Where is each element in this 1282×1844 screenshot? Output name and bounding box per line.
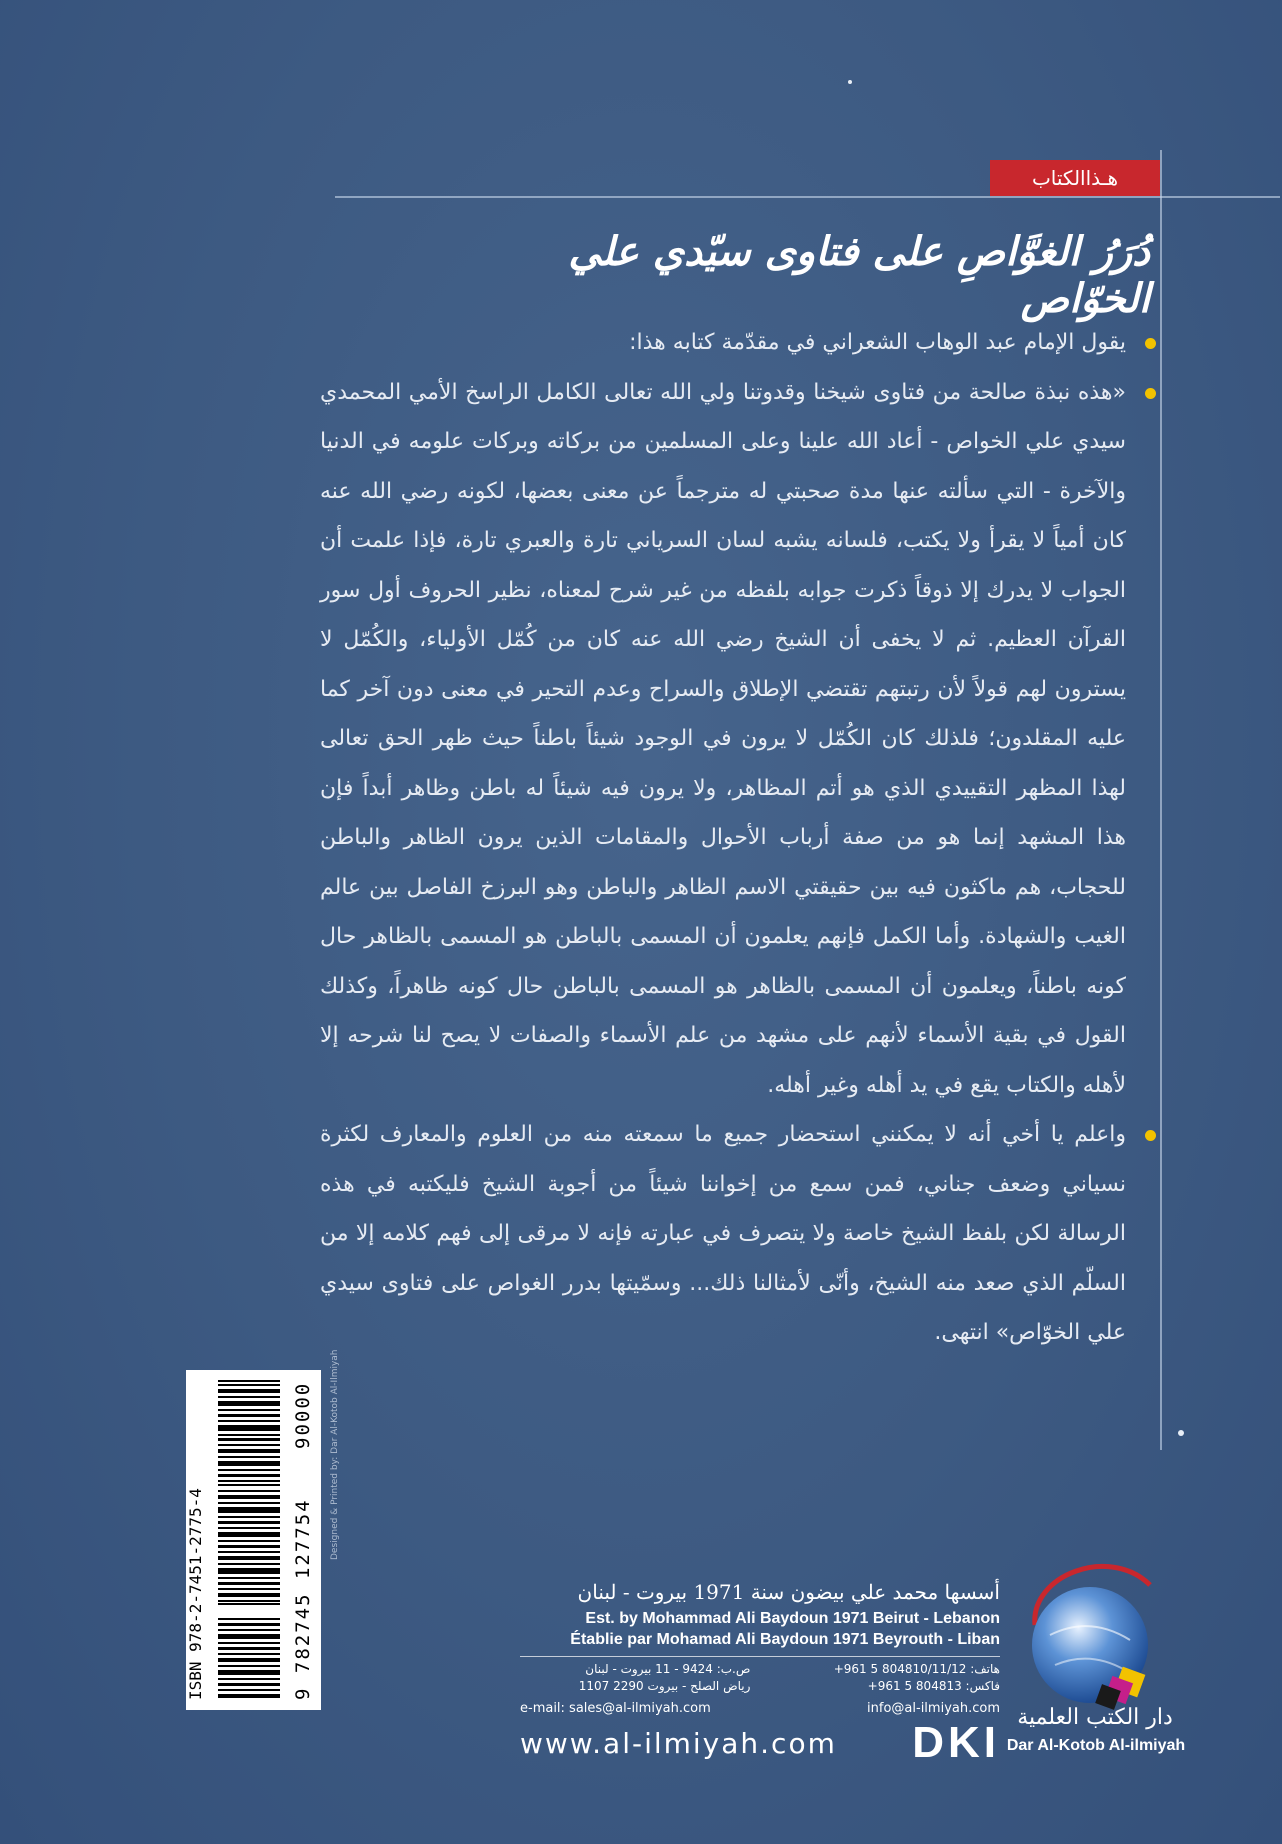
publisher-info <box>520 1580 1000 1768</box>
email-row <box>520 1701 1000 1716</box>
contact-grid <box>520 1661 1000 1695</box>
paragraph-text: واعلم يا أخي أنه لا يمكنني استحضار جميع ما سمعته منه من العلوم والمعارف لكثرة نسياني وضعف جناني، فمن سمع من إخواننا شيئاً من أجوبة الشيخ فليكتبه في هذه الرسالة لكن بلفظ الشيخ خاصة ولا يتصرف في عبارته فإنه لا مرقى إلى فهم كلامه إلا من السلّم الذي صعد منه الشيخ، وأنّى لأمثالنا ذلك... وسمّيتها بدرر الغواص على فتاوى سيدي علي الخوّاص» انتهى. <box>320 1122 1126 1345</box>
frame-end-dot <box>1178 1430 1184 1436</box>
phone-number: هاتف: 804810/11/12 5 961+ <box>833 1662 1000 1676</box>
ean-digits: 9 782745 127754 <box>292 1498 314 1700</box>
designer-credit: Designed & Printed by: Dar Al-Kotob Al-Ilmiyah <box>330 1349 340 1560</box>
bullet-icon <box>1145 1130 1156 1141</box>
website-link: www.al-ilmiyah.com <box>520 1726 837 1760</box>
paragraph <box>320 368 1160 1111</box>
founded-english: Est. by Mohammad Ali Baydoun 1971 Beirut - Lebanon <box>585 1610 1000 1627</box>
publisher-name-arabic: دار الكتب العلمية <box>1017 1705 1173 1730</box>
po-box: ص.ب: 9424 - 11 بيروت - لبنان <box>585 1662 751 1676</box>
address-column <box>520 1661 750 1695</box>
divider <box>520 1656 1000 1657</box>
publisher-name-english: Dar Al-Kotob Al-ilmiyah <box>1006 1737 1186 1754</box>
decorative-dot <box>848 80 852 84</box>
paragraph <box>320 318 1160 368</box>
website-row <box>520 1718 1000 1768</box>
frame-line-vertical <box>1160 150 1162 1450</box>
this-book-label: هـذاالكتاب <box>990 160 1160 196</box>
barcode-bars <box>218 1380 280 1605</box>
paragraph-text: «هذه نبذة صالحة من فتاوى شيخنا وقدوتنا ولي الله تعالى الكامل الراسخ الأمي المحمدي سيدي علي الخواص - أعاد الله علينا وعلى المسلمين من بركاته وبركات علومه في الدنيا والآخرة - التي سألته عنها مدة صحبتي له مترجماً عن معنى بعضها، لكونه رضي الله عنه كان أمياً لا يقرأ ولا يكتب، فلسانه يشبه لسان السرياني تارة والعبري تارة، فإذا علمت أن الجواب لا يدرك إلا ذوقاً ذكرت جوابه بلفظه من غير شرح لمعناه، نظير الحروف أول سور القرآن العظيم. ثم لا يخفى أن الشيخ رضي الله عنه كان من كُمّل الأولياء، والكُمّل لا يسترون لهم قولاً لأن رتبتهم تقتضي الإطلاق والسراح وعدم التحير في معنى دون آخر كما عليه المقلدون؛ فلذلك كان الكُمّل لا يرون في الوجود شيئاً باطناً حيث ظهر الحق تعالى لهذا المظهر التقييدي الذي هو أتم المظاهر، ولا يرون فيه شيئاً له باطن وظاهر أبداً فإن هذا المشهد إنما هو من صفة أرباب الأحوال والمقامات الذين يرون الظاهر والباطن للحجاب، هم ماكثون فيه بين حقيقتي الاسم الظاهر والباطن وهو البرزخ الفاصل بين عالم الغيب والشهادة. وأما الكمل فإنهم يعلمون أن المسمى بالباطن هو المسمى بالظاهر حال كونه باطناً، ويعلمون أن المسمى بالظاهر هو المسمى بالباطن حال كونه ظاهراً، وكذلك القول في بقية الأسماء لأنهم على مشهد من علم الأسماء والصفات لا يصح لنا شرحه إلا لأهله والكتاب يقع في يد أهله وغير أهله. <box>320 379 1126 1098</box>
founded-arabic: أسسها محمد علي بيضون سنة 1971 بيروت - لبنان <box>577 1580 1000 1604</box>
isbn-number: ISBN 978-2-7451-2775-4 <box>186 1488 205 1700</box>
addon-digits: 90000 <box>292 1381 314 1449</box>
founded-french: Établie par Mohamad Ali Baydoun 1971 Beyrouth - Liban <box>570 1631 1000 1648</box>
riad-address: رياض الصلح - بيروت 2290 1107 <box>578 1679 751 1693</box>
addon-barcode-bars <box>218 1618 280 1700</box>
bullet-icon <box>1145 388 1156 399</box>
paragraph <box>320 1110 1160 1358</box>
dki-brand: DKI <box>912 1718 1000 1767</box>
info-email: info@al-ilmiyah.com <box>867 1701 1000 1716</box>
sales-email: e-mail: sales@al-ilmiyah.com <box>520 1701 711 1716</box>
fax-number: فاكس: 804813 5 961+ <box>867 1679 1000 1693</box>
barcode-label <box>186 1370 321 1710</box>
book-title: دُرَرُ الغوَّاصِ على فتاوى سيّدي علي الخوّاص <box>568 228 1150 322</box>
phone-column <box>770 1661 1000 1695</box>
description-text <box>320 318 1160 1358</box>
frame-line-horizontal <box>335 196 1280 198</box>
bullet-icon <box>1145 338 1156 349</box>
barcode-digits <box>292 1360 320 1700</box>
paragraph-text: يقول الإمام عبد الوهاب الشعراني في مقدّمة كتابه هذا: <box>629 330 1126 355</box>
